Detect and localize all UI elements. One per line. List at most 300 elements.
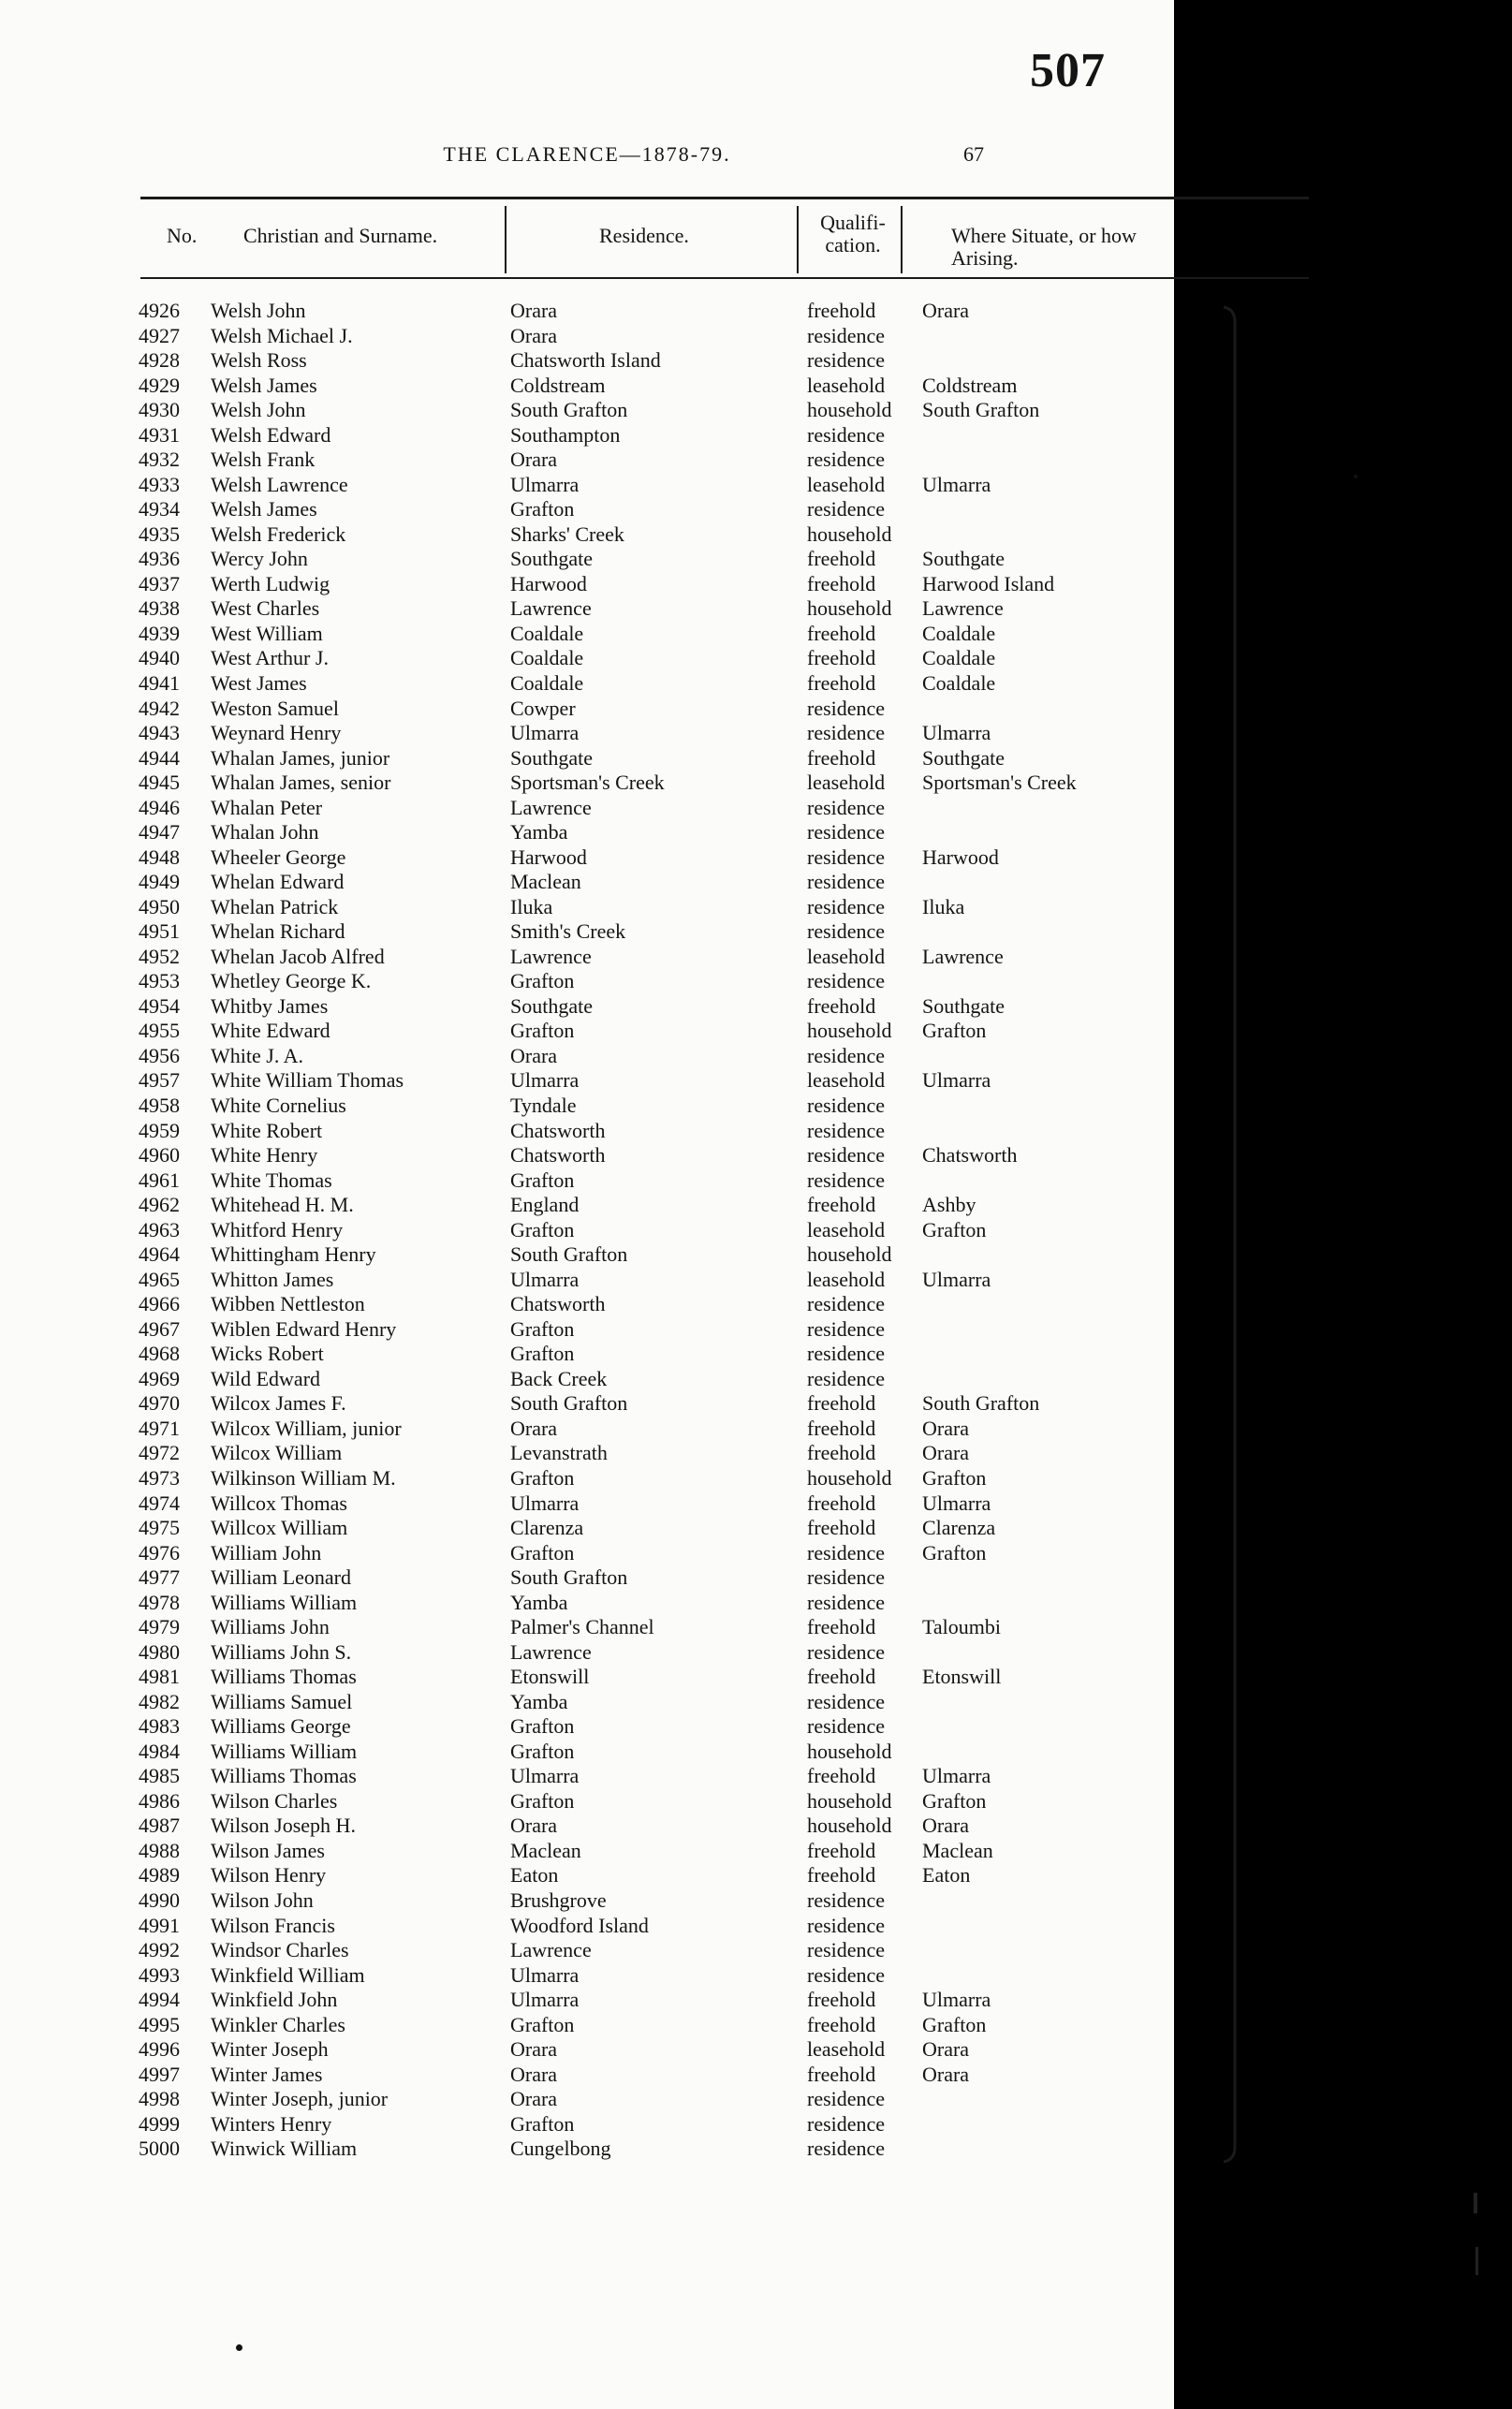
- entry-residence: Woodford Island: [510, 1913, 649, 1937]
- top-rule: [140, 197, 1309, 199]
- entry-residence: Grafton: [510, 1739, 575, 1763]
- entry-number: 4990: [139, 1888, 180, 1912]
- entry-qualification: household: [807, 1019, 892, 1043]
- table-row: [0, 1615, 1174, 1640]
- table-row: [0, 1690, 1174, 1715]
- entry-qualification: residence: [807, 348, 886, 373]
- entry-qualification: freehold: [807, 1416, 876, 1440]
- entry-name: Whitehead H. M.: [211, 1193, 354, 1217]
- entry-number: 4926: [139, 299, 180, 322]
- entry-where: Orara: [922, 1416, 970, 1440]
- entry-qualification: leasehold: [807, 1217, 886, 1241]
- entry-residence: Orara: [510, 2062, 558, 2086]
- entry-where: Chatsworth: [922, 1143, 1018, 1168]
- entry-qualification: residence: [807, 1565, 886, 1590]
- entry-number: 4952: [139, 944, 180, 968]
- entry-number: 4957: [139, 1068, 180, 1093]
- scan-speck: [236, 2344, 242, 2351]
- entry-residence: Lawrence: [510, 795, 592, 819]
- entry-qualification: freehold: [807, 2012, 876, 2036]
- entry-qualification: residence: [807, 1639, 886, 1664]
- entry-residence: South Grafton: [510, 398, 628, 422]
- table-row: [0, 1342, 1174, 1367]
- table-row: [0, 1466, 1174, 1491]
- entry-number: 5000: [139, 2137, 180, 2161]
- entry-where: Sportsman's Creek: [922, 771, 1077, 795]
- entry-qualification: residence: [807, 1938, 886, 1962]
- entry-name: William Leonard: [211, 1565, 352, 1590]
- entry-where: South Grafton: [922, 1391, 1040, 1416]
- entry-number: 4937: [139, 571, 180, 595]
- table-row: [0, 919, 1174, 945]
- entry-qualification: freehold: [807, 571, 876, 595]
- entry-residence: Coldstream: [510, 373, 606, 397]
- entry-residence: Grafton: [510, 1316, 575, 1341]
- table-row: [0, 671, 1174, 697]
- entry-name: Williams Samuel: [211, 1689, 353, 1713]
- entry-number: 4933: [139, 472, 180, 496]
- entry-where: Grafton: [922, 1217, 987, 1241]
- table-row: [0, 1988, 1174, 2013]
- table-row: [0, 1740, 1174, 1765]
- entry-number: 4931: [139, 422, 180, 447]
- entry-qualification: residence: [807, 894, 886, 918]
- entry-number: 4976: [139, 1540, 180, 1564]
- table-row: [0, 1242, 1174, 1268]
- voter-list: [0, 299, 1174, 2162]
- table-row: [0, 2112, 1174, 2137]
- entry-number: 4978: [139, 1590, 180, 1614]
- entry-qualification: residence: [807, 2111, 886, 2136]
- entry-qualification: freehold: [807, 1988, 876, 2012]
- entry-where: Ulmarra: [922, 1764, 991, 1788]
- table-row: [0, 1491, 1174, 1517]
- entry-number: 4969: [139, 1366, 180, 1390]
- entry-qualification: freehold: [807, 299, 876, 322]
- entry-name: Wilson Henry: [211, 1863, 327, 1888]
- entry-where: Orara: [922, 2037, 970, 2062]
- entry-residence: Chatsworth: [510, 1143, 606, 1168]
- entry-name: Winwick William: [211, 2137, 358, 2161]
- entry-number: 4958: [139, 1094, 180, 1117]
- table-row: [0, 1168, 1174, 1194]
- table-row: [0, 2137, 1174, 2162]
- entry-residence: Grafton: [510, 1540, 575, 1564]
- table-row: [0, 994, 1174, 1020]
- entry-number: 4934: [139, 497, 180, 521]
- table-row: [0, 473, 1174, 498]
- entry-qualification: leasehold: [807, 771, 886, 795]
- entry-where: Ashby: [922, 1193, 976, 1217]
- table-row: [0, 1665, 1174, 1690]
- entry-residence: Ulmarra: [510, 472, 580, 496]
- entry-name: Wercy John: [211, 547, 308, 571]
- entry-name: Whalan Peter: [211, 795, 323, 819]
- entry-qualification: freehold: [807, 1516, 876, 1540]
- entry-where: Harwood Island: [922, 571, 1055, 595]
- entry-where: Ulmarra: [922, 472, 991, 496]
- entry-residence: Orara: [510, 1043, 558, 1067]
- entry-qualification: freehold: [807, 2062, 876, 2086]
- entry-name: Whitby James: [211, 993, 329, 1018]
- column-divider: [505, 206, 506, 273]
- entry-residence: Lawrence: [510, 596, 592, 621]
- entry-number: 4941: [139, 670, 180, 695]
- entry-name: Winkler Charles: [211, 2012, 345, 2036]
- table-row: [0, 1963, 1174, 1989]
- entry-qualification: residence: [807, 448, 886, 472]
- entry-qualification: leasehold: [807, 373, 886, 397]
- entry-name: Welsh John: [211, 398, 306, 422]
- entry-where: Orara: [922, 1814, 970, 1838]
- scan-edge-mark: [1474, 2193, 1477, 2213]
- entry-number: 4945: [139, 771, 180, 795]
- entry-residence: Cowper: [510, 696, 576, 720]
- entry-qualification: freehold: [807, 1391, 876, 1416]
- entry-residence: Harwood: [510, 571, 587, 595]
- entry-number: 4971: [139, 1416, 180, 1440]
- entry-residence: Maclean: [510, 870, 581, 894]
- entry-where: Coldstream: [922, 373, 1018, 397]
- entry-name: Willcox William: [211, 1516, 348, 1540]
- column-header-no: No.: [167, 224, 198, 247]
- entry-name: Wilson Charles: [211, 1788, 338, 1813]
- entry-residence: Orara: [510, 1416, 558, 1440]
- entry-where: Eaton: [922, 1863, 971, 1888]
- scan-edge-mark: [1475, 2247, 1478, 2275]
- entry-qualification: residence: [807, 696, 886, 720]
- entry-number: 4942: [139, 696, 180, 720]
- table-row: [0, 2013, 1174, 2038]
- entry-residence: Chatsworth Island: [510, 348, 661, 373]
- entry-number: 4999: [139, 2111, 180, 2136]
- entry-number: 4955: [139, 1019, 180, 1043]
- table-row: [0, 1516, 1174, 1541]
- entry-qualification: residence: [807, 1316, 886, 1341]
- entry-qualification: residence: [807, 323, 886, 347]
- entry-name: Winkfield John: [211, 1988, 338, 2012]
- table-row: [0, 522, 1174, 548]
- entry-qualification: residence: [807, 1888, 886, 1912]
- entry-name: Welsh Michael J.: [211, 323, 353, 347]
- entry-residence: Southampton: [510, 422, 621, 447]
- entry-name: Whittingham Henry: [211, 1242, 376, 1267]
- entry-number: 4988: [139, 1838, 180, 1862]
- entry-qualification: freehold: [807, 745, 876, 770]
- entry-qualification: freehold: [807, 1441, 876, 1465]
- entry-residence: Orara: [510, 2037, 558, 2062]
- entry-name: Weston Samuel: [211, 696, 339, 720]
- column-header-name: Christian and Surname.: [243, 224, 438, 247]
- entry-residence: Back Creek: [510, 1366, 608, 1390]
- entry-name: Welsh Frank: [211, 448, 316, 472]
- entry-number: 4966: [139, 1292, 180, 1316]
- entry-where: Lawrence: [922, 944, 1004, 968]
- entry-residence: Ulmarra: [510, 1068, 580, 1093]
- table-row: [0, 1391, 1174, 1417]
- table-row: [0, 1268, 1174, 1293]
- entry-number: 4973: [139, 1465, 180, 1490]
- entry-residence: South Grafton: [510, 1565, 628, 1590]
- table-row: [0, 2037, 1174, 2063]
- entry-where: Clarenza: [922, 1516, 996, 1540]
- column-header-qualification: [811, 212, 895, 257]
- entry-name: West William: [211, 621, 323, 645]
- entry-number: 4960: [139, 1143, 180, 1168]
- table-row: [0, 348, 1174, 374]
- entry-name: Williams William: [211, 1590, 358, 1614]
- entry-name: Wilson John: [211, 1888, 314, 1912]
- entry-name: Welsh John: [211, 299, 306, 322]
- entry-qualification: freehold: [807, 1491, 876, 1515]
- entry-name: Wilcox William: [211, 1441, 343, 1465]
- entry-where: Ulmarra: [922, 1068, 991, 1093]
- entry-residence: Grafton: [510, 1217, 575, 1241]
- table-row: [0, 1591, 1174, 1616]
- entry-qualification: residence: [807, 1168, 886, 1192]
- entry-qualification: freehold: [807, 993, 876, 1018]
- entry-residence: Grafton: [510, 2111, 575, 2136]
- entry-number: 4974: [139, 1491, 180, 1515]
- table-row: [0, 374, 1174, 399]
- scan-speck: [1354, 475, 1358, 478]
- entry-qualification: household: [807, 1788, 892, 1813]
- entry-name: Willcox Thomas: [211, 1491, 347, 1515]
- table-row: [0, 1714, 1174, 1740]
- table-row: [0, 398, 1174, 423]
- entry-name: Wilson Francis: [211, 1913, 335, 1937]
- entry-where: Orara: [922, 299, 970, 322]
- table-row: [0, 1888, 1174, 1914]
- table-row: [0, 1218, 1174, 1243]
- entry-qualification: residence: [807, 422, 886, 447]
- entry-qualification: residence: [807, 1118, 886, 1142]
- entry-number: 4967: [139, 1316, 180, 1341]
- entry-name: Winter James: [211, 2062, 323, 2086]
- header-bottom-rule: [140, 277, 1309, 279]
- entry-number: 4983: [139, 1714, 180, 1739]
- entry-qualification: residence: [807, 1143, 886, 1168]
- entry-name: Whelan Edward: [211, 870, 345, 894]
- entry-name: Welsh Lawrence: [211, 472, 348, 496]
- table-row: [0, 796, 1174, 821]
- folio-stamp: 507: [1030, 44, 1106, 97]
- entry-qualification: household: [807, 1242, 892, 1267]
- table-row: [0, 945, 1174, 970]
- table-row: [0, 895, 1174, 920]
- table-row: [0, 1789, 1174, 1814]
- entry-qualification: freehold: [807, 1764, 876, 1788]
- entry-number: 4943: [139, 721, 180, 745]
- entry-where: Taloumbi: [922, 1615, 1002, 1639]
- entry-residence: Chatsworth: [510, 1118, 606, 1142]
- entry-number: 4996: [139, 2037, 180, 2062]
- entry-number: 4964: [139, 1242, 180, 1267]
- column-divider: [797, 206, 799, 273]
- entry-qualification: leasehold: [807, 2037, 886, 2062]
- entry-where: Southgate: [922, 993, 1005, 1018]
- table-row: [0, 1094, 1174, 1119]
- entry-name: Whelan Patrick: [211, 894, 339, 918]
- table-row: [0, 820, 1174, 845]
- entry-residence: Grafton: [510, 1168, 575, 1192]
- entry-number: 4998: [139, 2087, 180, 2111]
- entry-name: Williams Thomas: [211, 1764, 357, 1788]
- table-row: [0, 1143, 1174, 1168]
- entry-number: 4985: [139, 1764, 180, 1788]
- entry-residence: Lawrence: [510, 1639, 592, 1664]
- entry-residence: Brushgrove: [510, 1888, 607, 1912]
- entry-where: Grafton: [922, 1465, 987, 1490]
- table-row: [0, 1044, 1174, 1069]
- entry-qualification: leasehold: [807, 1068, 886, 1093]
- entry-where: Coaldale: [922, 646, 996, 670]
- entry-name: Winters Henry: [211, 2111, 332, 2136]
- entry-name: Winter Joseph: [211, 2037, 329, 2062]
- entry-qualification: residence: [807, 969, 886, 993]
- entry-number: 4995: [139, 2012, 180, 2036]
- table-row: [0, 547, 1174, 572]
- entry-number: 4986: [139, 1788, 180, 1813]
- entry-residence: Lawrence: [510, 1938, 592, 1962]
- entry-qualification: household: [807, 596, 892, 621]
- entry-number: 4991: [139, 1913, 180, 1937]
- entry-qualification: residence: [807, 919, 886, 944]
- entry-number: 4928: [139, 348, 180, 373]
- entry-residence: Ulmarra: [510, 721, 580, 745]
- entry-qualification: residence: [807, 1342, 886, 1366]
- entry-number: 4954: [139, 993, 180, 1018]
- entry-number: 4951: [139, 919, 180, 944]
- entry-where: South Grafton: [922, 398, 1040, 422]
- entry-name: Whalan John: [211, 820, 319, 845]
- entry-number: 4982: [139, 1689, 180, 1713]
- entry-residence: Sportsman's Creek: [510, 771, 665, 795]
- entry-qualification: residence: [807, 1689, 886, 1713]
- entry-qualification: freehold: [807, 670, 876, 695]
- entry-where: Iluka: [922, 894, 965, 918]
- entry-number: 4987: [139, 1814, 180, 1838]
- entry-number: 4965: [139, 1267, 180, 1291]
- entry-residence: Cungelbong: [510, 2137, 611, 2161]
- entry-residence: Grafton: [510, 2012, 575, 2036]
- entry-residence: Etonswill: [510, 1665, 590, 1689]
- entry-qualification: residence: [807, 2087, 886, 2111]
- entry-name: West Charles: [211, 596, 320, 621]
- entry-name: Wibben Nettleston: [211, 1292, 365, 1316]
- entry-number: 4948: [139, 845, 180, 869]
- entry-residence: Orara: [510, 448, 558, 472]
- entry-where: Orara: [922, 2062, 970, 2086]
- entry-residence: Ulmarra: [510, 1491, 580, 1515]
- entry-where: Grafton: [922, 2012, 987, 2036]
- entry-qualification: residence: [807, 1913, 886, 1937]
- entry-residence: Lawrence: [510, 944, 592, 968]
- entry-name: Welsh James: [211, 373, 317, 397]
- entry-residence: Yamba: [510, 1590, 568, 1614]
- table-row: [0, 721, 1174, 746]
- entry-number: 4935: [139, 521, 180, 546]
- table-row: [0, 1317, 1174, 1343]
- entry-qualification: freehold: [807, 1863, 876, 1888]
- entry-qualification: leasehold: [807, 1267, 886, 1291]
- entry-number: 4963: [139, 1217, 180, 1241]
- table-row: [0, 324, 1174, 349]
- table-row: [0, 746, 1174, 771]
- entry-number: 4929: [139, 373, 180, 397]
- entry-name: Wilkinson William M.: [211, 1465, 396, 1490]
- entry-number: 4961: [139, 1168, 180, 1192]
- entry-name: William John: [211, 1540, 322, 1564]
- entry-qualification: residence: [807, 2137, 886, 2161]
- entry-where: Southgate: [922, 547, 1005, 571]
- entry-residence: South Grafton: [510, 1242, 628, 1267]
- entry-number: 4984: [139, 1739, 180, 1763]
- entry-name: White J. A.: [211, 1043, 303, 1067]
- entry-name: Wilcox James F.: [211, 1391, 346, 1416]
- entry-residence: Orara: [510, 323, 558, 347]
- entry-name: Welsh Edward: [211, 422, 331, 447]
- entry-residence: Grafton: [510, 1342, 575, 1366]
- qualification-line-1: Qualifi-: [820, 211, 886, 234]
- entry-residence: Harwood: [510, 845, 587, 869]
- entry-name: White Robert: [211, 1118, 323, 1142]
- table-row: [0, 1541, 1174, 1566]
- table-row: [0, 1914, 1174, 1939]
- entry-qualification: residence: [807, 845, 886, 869]
- entry-residence: Sharks' Creek: [510, 521, 624, 546]
- entry-number: 4979: [139, 1615, 180, 1639]
- entry-name: Wild Edward: [211, 1366, 321, 1390]
- table-row: [0, 646, 1174, 671]
- entry-number: 4940: [139, 646, 180, 670]
- entry-number: 4950: [139, 894, 180, 918]
- entry-qualification: residence: [807, 820, 886, 845]
- entry-where: Ulmarra: [922, 1988, 991, 2012]
- entry-qualification: residence: [807, 1540, 886, 1564]
- entry-where: Lawrence: [922, 596, 1004, 621]
- entry-name: Wilcox William, junior: [211, 1416, 402, 1440]
- entry-name: White Cornelius: [211, 1094, 346, 1117]
- entry-qualification: residence: [807, 1094, 886, 1117]
- table-row: [0, 1119, 1174, 1144]
- brace-label: [1250, 1221, 1332, 1245]
- entry-name: Weynard Henry: [211, 721, 342, 745]
- entry-residence: Levanstrath: [510, 1441, 608, 1465]
- entry-qualification: residence: [807, 497, 886, 521]
- entry-name: Wilson Joseph H.: [211, 1814, 356, 1838]
- entry-residence: Yamba: [510, 820, 568, 845]
- entry-qualification: residence: [807, 1366, 886, 1390]
- entry-number: 4962: [139, 1193, 180, 1217]
- entry-residence: South Grafton: [510, 1391, 628, 1416]
- table-row: [0, 697, 1174, 722]
- table-row: [0, 497, 1174, 522]
- entry-number: 4944: [139, 745, 180, 770]
- entry-residence: Grafton: [510, 1019, 575, 1043]
- entry-residence: Yamba: [510, 1689, 568, 1713]
- entry-name: Windsor Charles: [211, 1938, 349, 1962]
- entry-where: Harwood: [922, 845, 999, 869]
- entry-number: 4932: [139, 448, 180, 472]
- entry-number: 4939: [139, 621, 180, 645]
- entry-number: 4947: [139, 820, 180, 845]
- entry-number: 4975: [139, 1516, 180, 1540]
- entry-where: Ulmarra: [922, 1491, 991, 1515]
- right-brace: [1222, 305, 1239, 2164]
- entry-qualification: freehold: [807, 621, 876, 645]
- table-row: [0, 1441, 1174, 1466]
